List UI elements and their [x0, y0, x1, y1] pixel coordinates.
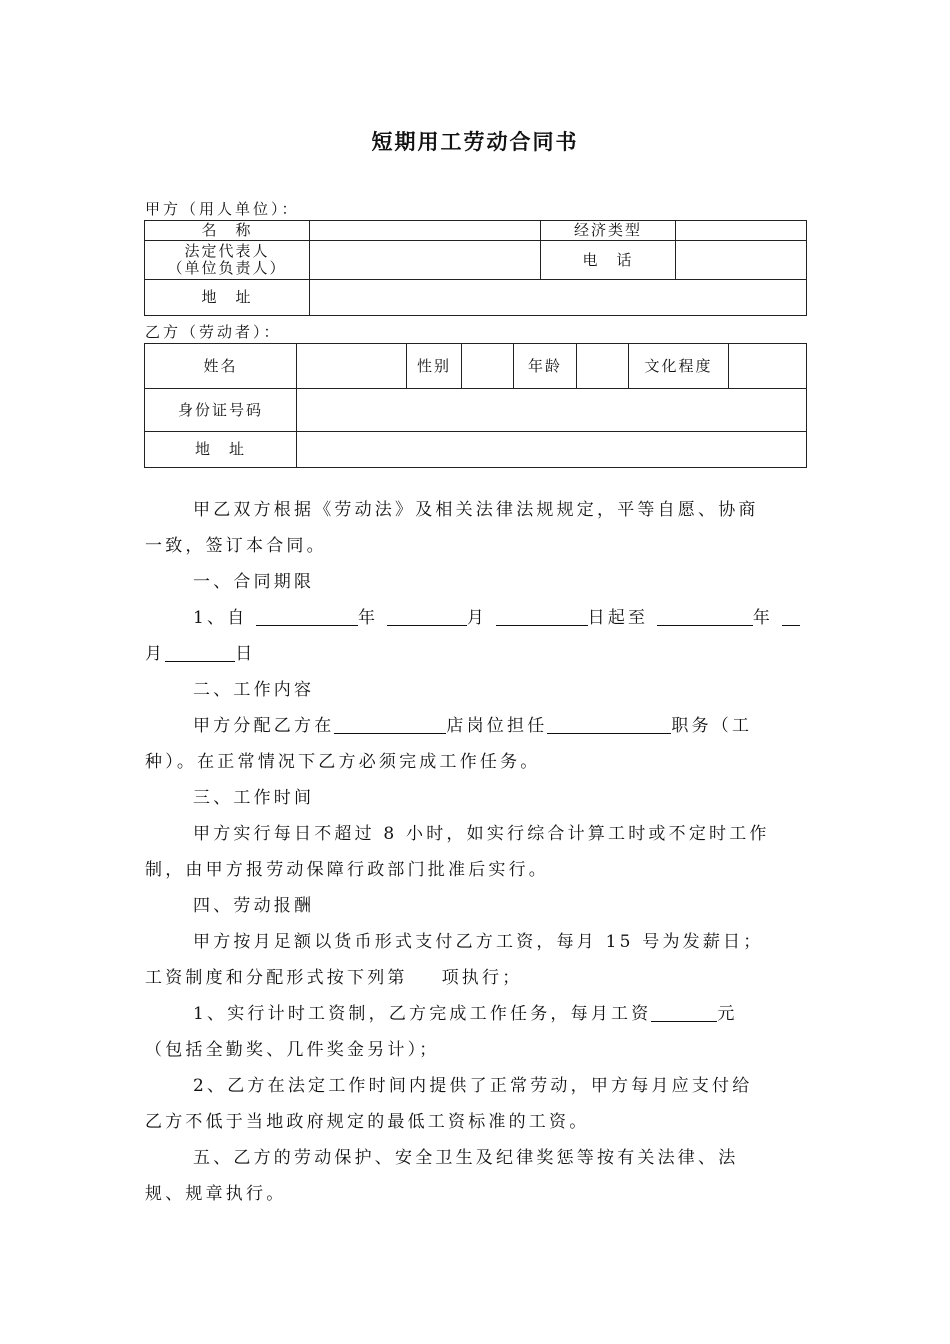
party-a-table [144, 220, 807, 316]
party-a-address-label: 地 址 [145, 280, 310, 316]
party-a-phone-field[interactable] [676, 241, 807, 280]
start-year-blank[interactable] [256, 605, 358, 626]
party-a-rep-field[interactable] [310, 241, 541, 280]
end-month-label: 月 [145, 644, 166, 664]
currency-label: 元 [717, 1004, 738, 1024]
party-a-name-label: 名 称 [145, 221, 310, 241]
pay-line-3 [145, 996, 809, 1032]
pay-line-6: 乙方不低于当地政府规定的最低工资标准的工资。 [145, 1112, 590, 1132]
section-4-title: 四、劳动报酬 [193, 896, 315, 916]
party-b-table [144, 343, 807, 468]
work-time-line-2: 制，由甲方报劳动保障行政部门批准后实行。 [145, 860, 549, 880]
party-b-id-field[interactable] [297, 389, 807, 432]
end-year-blank[interactable] [657, 605, 753, 626]
pay-item-label: 工资制度和分配形式按下列第 [145, 968, 408, 988]
party-b-education-field[interactable] [729, 344, 807, 389]
party-a-econ-type-label: 经济类型 [541, 221, 676, 241]
store-blank[interactable] [334, 713, 446, 734]
party-b-education-label: 文化程度 [629, 344, 729, 389]
term-line-2 [145, 636, 809, 672]
end-year-label: 年 [752, 608, 774, 628]
party-a-label: 甲方（用人单位）： [145, 200, 300, 218]
party-b-address-field[interactable] [297, 432, 807, 468]
party-a-rep-label [145, 241, 310, 280]
party-b-address-label: 地 址 [145, 432, 297, 468]
work-time-line-1: 甲方实行每日不超过 8 小时，如实行综合计算工时或不定时工作 [193, 824, 770, 844]
party-b-id-label: 身份证号码 [145, 389, 297, 432]
position-blank[interactable] [547, 713, 671, 734]
party-b-age-field[interactable] [577, 344, 629, 389]
section-5-line-2: 规、规章执行。 [145, 1184, 287, 1204]
duty-label: 职务（工 [671, 716, 753, 736]
section-1-title: 一、合同期限 [193, 572, 315, 592]
party-a-econ-type-field[interactable] [676, 221, 807, 241]
start-year-label: 年 [358, 608, 379, 628]
party-a-phone-label: 电 话 [541, 241, 676, 280]
pay-line-1: 甲方按月足额以货币形式支付乙方工资，每月 15 号为发薪日； [193, 932, 764, 952]
party-a-rep-label-line2: （单位负责人） [167, 259, 287, 277]
party-a-rep-label-line1: 法定代表人 [184, 242, 270, 260]
party-a-name-field[interactable] [310, 221, 541, 241]
party-b-label: 乙方（劳动者）： [145, 323, 282, 341]
intro-line-1: 甲乙双方根据《劳动法》及相关法律法规规定，平等自愿、协商 [193, 500, 759, 520]
monthly-wage-blank[interactable] [651, 1001, 717, 1022]
end-day-blank[interactable] [165, 641, 235, 662]
contract-body [145, 492, 809, 1212]
document-title: 短期用工劳动合同书 [371, 129, 579, 154]
end-day-label: 日 [235, 644, 256, 664]
pay-line-4: （包括全勤奖、几件奖金另计）； [145, 1040, 440, 1060]
start-month-blank[interactable] [387, 605, 467, 626]
post-label: 店岗位担任 [446, 716, 548, 736]
party-b-name-label: 姓名 [145, 344, 297, 389]
hourly-wage-label: 1、实行计时工资制，乙方完成工作任务，每月工资 [193, 1004, 652, 1024]
intro-line-2: 一致，签订本合同。 [145, 536, 327, 556]
party-b-gender-label: 性别 [407, 344, 462, 389]
party-b-name-field[interactable] [297, 344, 407, 389]
section-3-title: 三、工作时间 [193, 788, 315, 808]
section-2-title: 二、工作内容 [193, 680, 315, 700]
end-month-blank-start[interactable] [782, 605, 800, 626]
pay-line-2 [145, 960, 809, 996]
start-month-label: 月 [466, 608, 488, 628]
pay-line-5: 2、乙方在法定工作时间内提供了正常劳动，甲方每月应支付给 [193, 1076, 753, 1096]
start-day-to-label: 日起至 [587, 608, 649, 628]
start-day-blank[interactable] [496, 605, 588, 626]
work-content-line [145, 708, 809, 744]
pay-item-suffix: 项执行； [441, 968, 523, 988]
assign-label: 甲方分配乙方在 [193, 716, 335, 736]
section-5-line-1: 五、乙方的劳动保护、安全卫生及纪律奖惩等按有关法律、法 [193, 1148, 739, 1168]
term-from-label: 1、自 [193, 608, 248, 628]
party-b-gender-field[interactable] [462, 344, 514, 389]
work-content-line-2: 种）。在正常情况下乙方必须完成工作任务。 [145, 752, 541, 772]
party-a-address-field[interactable] [310, 280, 807, 316]
term-line [145, 600, 809, 636]
party-b-age-label: 年龄 [514, 344, 577, 389]
